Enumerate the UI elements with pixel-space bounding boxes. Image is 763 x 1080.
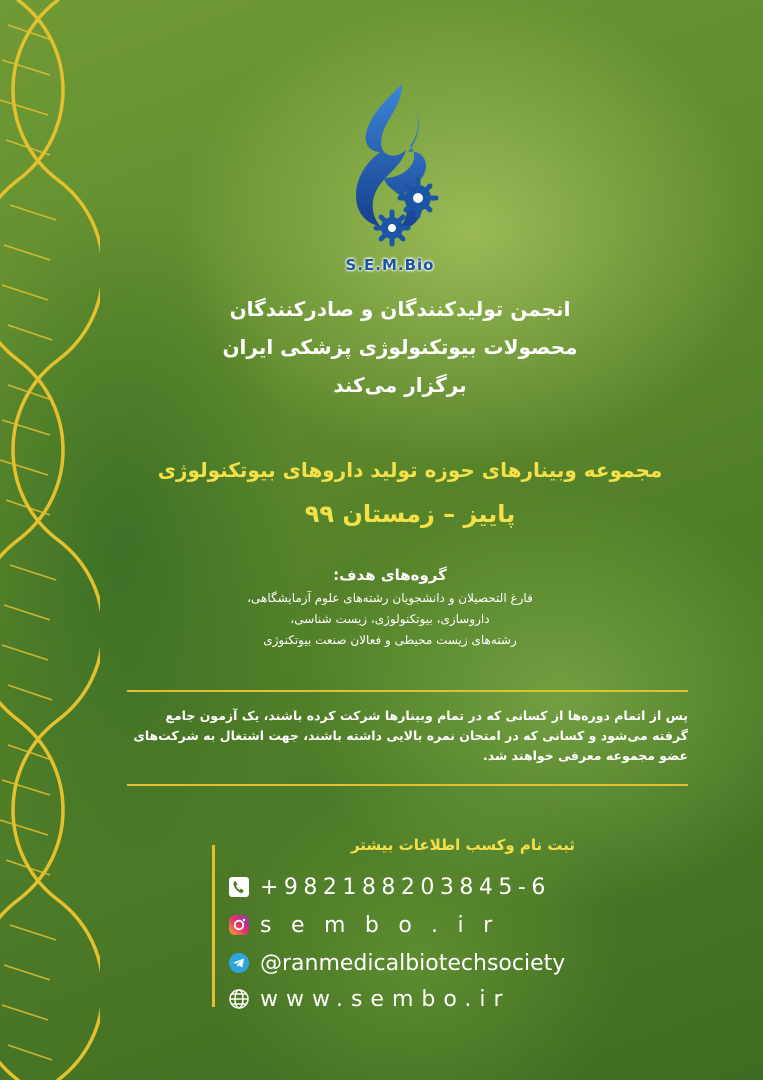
contact-website[interactable] bbox=[228, 984, 511, 1014]
target-groups-line: داروسازی، بیوتکنولوژی، زیست شناسی، bbox=[290, 612, 490, 626]
contact-phone[interactable] bbox=[228, 872, 551, 902]
website-url: www.sembo.ir bbox=[260, 986, 511, 1012]
divider-top bbox=[127, 690, 688, 692]
contact-accent-rule bbox=[212, 845, 215, 1007]
exam-notice: پس از اتمام دوره‌ها از کسانی که در تمام وبینارها شرکت کرده باشند، یک آزمون جامع گرفته می‌شود و کسانی که در امتحان نمره بالایی داشته باشند، جهت اشتغال به شرکت‌های عضو مجموعه معرفی خواهند شد. bbox=[133, 708, 688, 763]
dna-helix-decoration bbox=[0, 0, 100, 1080]
host-line-3: برگزار می‌کند bbox=[333, 373, 467, 397]
host-line-2: محصولات بیوتکنولوژی پزشکی ایران bbox=[222, 335, 578, 359]
instagram-icon bbox=[228, 914, 250, 936]
contact-instagram[interactable] bbox=[228, 910, 512, 940]
telegram-handle: @ranmedicalbiotechsociety bbox=[260, 950, 566, 976]
globe-icon bbox=[228, 988, 250, 1010]
contact-telegram[interactable] bbox=[228, 948, 565, 978]
target-groups-line: رشته‌های زیست محیطی و فعالان صنعت بیوتکنوژی bbox=[263, 633, 517, 647]
logo-text: S.E.M.Bio bbox=[345, 256, 435, 274]
sembio-logo-mark bbox=[330, 78, 450, 258]
phone-number: +982188203845-6 bbox=[260, 874, 551, 900]
telegram-icon bbox=[228, 952, 250, 974]
title-line-1: مجموعه وبینارهای حوزه تولید داروهای بیوتکنولوژی bbox=[157, 458, 663, 482]
title-line-2: پاییز – زمستان ۹۹ bbox=[304, 500, 516, 528]
webinar-title bbox=[100, 448, 720, 536]
phone-icon bbox=[228, 876, 250, 898]
target-groups-heading: گروه‌های هدف: bbox=[333, 566, 447, 584]
divider-bottom bbox=[127, 784, 688, 786]
target-groups bbox=[190, 562, 590, 651]
instagram-handle: sembo.ir bbox=[260, 912, 512, 938]
contact-heading: ثبت نام وکسب اطلاعات بیشتر bbox=[350, 836, 575, 854]
host-organization bbox=[140, 290, 660, 404]
host-line-1: انجمن تولیدکنندگان و صادرکنندگان bbox=[229, 297, 571, 321]
target-groups-line: فارغ التحصیلان و دانشجویان رشته‌های علوم آزمایشگاهی، bbox=[247, 591, 533, 605]
